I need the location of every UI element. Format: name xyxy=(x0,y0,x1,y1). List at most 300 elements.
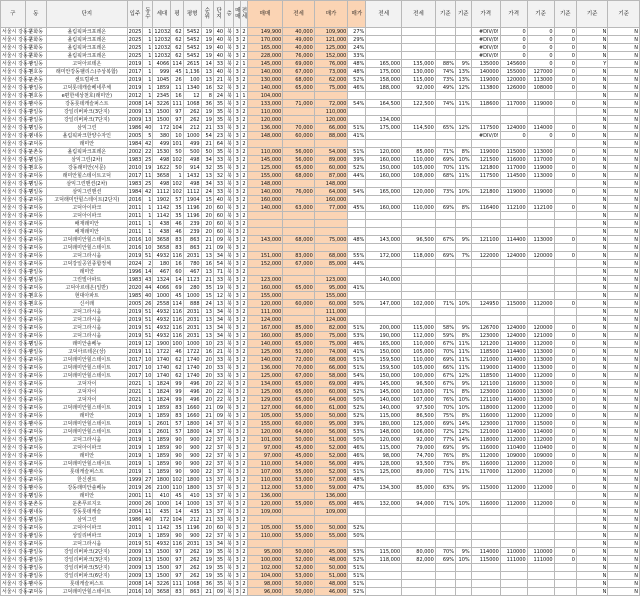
table-cell[interactable]: 2025 xyxy=(128,52,142,59)
table-cell[interactable]: 136,000 xyxy=(247,492,283,500)
table-cell[interactable]: 2005 xyxy=(128,132,142,139)
table-cell[interactable]: 26 xyxy=(143,484,153,492)
table-cell[interactable]: 121500 xyxy=(471,156,500,164)
table-cell[interactable]: 57 xyxy=(171,196,183,204)
table-cell[interactable]: 1 xyxy=(143,404,153,412)
table-cell[interactable]: 서울시 강동구 xyxy=(2,580,33,587)
table-cell[interactable]: 3 xyxy=(234,556,241,564)
table-cell[interactable] xyxy=(402,316,436,324)
table-cell[interactable]: 서울시 강동구 xyxy=(2,44,33,51)
table-cell[interactable]: 고덕동 xyxy=(25,260,46,268)
table-cell[interactable]: 19 xyxy=(201,36,213,44)
table-cell[interactable]: 상일리버파크 xyxy=(46,532,127,540)
column-header[interactable]: 기준 xyxy=(527,1,554,28)
table-cell[interactable]: 120,000 xyxy=(366,148,402,156)
table-cell[interactable]: 106,000 xyxy=(402,428,436,436)
table-cell[interactable]: 435 xyxy=(183,508,201,516)
table-cell[interactable]: 2025 xyxy=(128,36,142,43)
table-cell[interactable] xyxy=(348,268,366,276)
table-cell[interactable]: 북 xyxy=(225,244,234,252)
table-cell[interactable]: N xyxy=(576,172,607,180)
table-cell[interactable]: 140,000 xyxy=(247,356,283,364)
table-cell[interactable]: 서울시 강동구 xyxy=(2,460,33,467)
table-cell[interactable]: 0 xyxy=(554,44,576,52)
table-cell[interactable]: 24 xyxy=(213,92,224,100)
table-cell[interactable]: 0 xyxy=(554,28,576,36)
table-cell[interactable]: 1112 xyxy=(183,188,201,196)
table-cell[interactable]: 3 xyxy=(234,164,241,172)
table-cell[interactable]: 북 xyxy=(225,36,234,44)
table-cell[interactable]: 1859 xyxy=(153,444,171,452)
table-cell[interactable]: N xyxy=(608,388,640,396)
table-cell[interactable] xyxy=(435,44,455,52)
table-cell[interactable]: 1904 xyxy=(183,196,201,204)
table-cell[interactable]: 438 xyxy=(153,228,171,236)
table-cell[interactable]: 2012 xyxy=(128,92,142,99)
table-cell[interactable]: 22 xyxy=(213,396,224,404)
table-cell[interactable]: 13 xyxy=(201,476,213,484)
table-cell[interactable]: 롯데캐슬퍼스트 xyxy=(46,580,127,588)
table-cell[interactable]: 20 xyxy=(201,524,213,532)
table-cell[interactable]: 1800 xyxy=(183,420,201,428)
table-cell[interactable]: 42 xyxy=(143,140,153,148)
table-cell[interactable]: 467 xyxy=(153,268,171,276)
table-cell[interactable]: 46% xyxy=(348,452,366,460)
table-cell[interactable]: 148,000 xyxy=(314,180,348,188)
table-cell[interactable]: 83 xyxy=(171,588,183,596)
table-cell[interactable]: N xyxy=(608,404,640,412)
table-cell[interactable]: 114000 xyxy=(500,356,527,364)
table-cell[interactable]: 북 xyxy=(225,508,234,516)
table-cell[interactable]: N xyxy=(608,412,640,420)
table-cell[interactable]: 명일동 xyxy=(25,276,46,284)
table-cell[interactable]: 61,000 xyxy=(314,404,348,412)
table-cell[interactable] xyxy=(247,212,283,220)
table-cell[interactable]: 고덕동 xyxy=(25,204,46,212)
table-cell[interactable]: 3 xyxy=(234,500,241,508)
table-cell[interactable]: 3 xyxy=(234,300,241,308)
table-cell[interactable]: 112000 xyxy=(527,468,554,476)
table-cell[interactable]: 22 xyxy=(213,388,224,396)
table-cell[interactable]: 110,000 xyxy=(247,460,283,468)
table-cell[interactable] xyxy=(348,292,366,300)
table-cell[interactable]: 86,500 xyxy=(402,412,436,420)
table-cell[interactable] xyxy=(471,268,500,276)
table-cell[interactable]: 2017 xyxy=(128,364,142,371)
table-cell[interactable] xyxy=(402,92,436,100)
table-cell[interactable]: 2 xyxy=(240,452,247,460)
table-cell[interactable] xyxy=(455,492,471,500)
table-cell[interactable]: N xyxy=(576,412,607,420)
table-cell[interactable]: 배재래미안 xyxy=(46,228,127,236)
table-cell[interactable]: 3 xyxy=(234,564,241,572)
table-cell[interactable]: 112100 xyxy=(500,204,527,212)
table-cell[interactable] xyxy=(435,260,455,268)
table-cell[interactable]: 83 xyxy=(171,236,183,244)
table-cell[interactable]: 72,000 xyxy=(283,356,314,364)
table-cell[interactable]: 1800 xyxy=(183,484,201,492)
table-cell[interactable]: 116 xyxy=(172,308,182,315)
table-cell[interactable]: 19 xyxy=(201,116,213,124)
table-cell[interactable] xyxy=(402,508,436,516)
table-cell[interactable]: 2001 xyxy=(128,492,142,499)
table-cell[interactable]: 강일리버파크(5단지) xyxy=(46,564,127,572)
table-cell[interactable]: 499 xyxy=(183,140,201,148)
table-cell[interactable]: 32 xyxy=(213,172,224,180)
table-cell[interactable]: 암사동 xyxy=(25,420,46,428)
table-cell[interactable]: 114 xyxy=(172,300,182,307)
table-cell[interactable]: 22 xyxy=(201,468,213,476)
table-cell[interactable]: 102 xyxy=(172,188,182,195)
table-cell[interactable]: 20 xyxy=(201,212,213,220)
column-header[interactable]: 전세 xyxy=(283,1,314,28)
table-cell[interactable]: N xyxy=(608,356,640,364)
table-cell[interactable]: 145,000 xyxy=(247,156,283,164)
table-cell[interactable] xyxy=(471,116,500,124)
table-cell[interactable]: 114,500 xyxy=(402,124,436,132)
table-cell[interactable]: 46 xyxy=(171,220,183,228)
table-cell[interactable]: 500 xyxy=(183,148,201,156)
table-cell[interactable]: 35 xyxy=(213,572,224,580)
table-cell[interactable]: 09 xyxy=(213,588,224,596)
table-cell[interactable]: 20 xyxy=(201,388,213,396)
table-cell[interactable]: 46 xyxy=(171,348,183,356)
column-header[interactable]: 동수 xyxy=(143,1,153,28)
table-cell[interactable]: 2100 xyxy=(153,484,171,492)
table-cell[interactable]: N xyxy=(576,108,607,116)
table-cell[interactable] xyxy=(455,196,471,204)
table-cell[interactable]: 2 xyxy=(240,372,247,380)
table-cell[interactable]: 12% xyxy=(455,124,471,132)
table-cell[interactable]: 121100 xyxy=(471,236,500,244)
table-cell[interactable]: 65% xyxy=(435,124,455,132)
table-cell[interactable]: 54 xyxy=(213,260,224,268)
table-cell[interactable]: 1983 xyxy=(128,276,142,283)
table-cell[interactable]: 4932 xyxy=(153,324,171,332)
table-cell[interactable]: Y xyxy=(576,60,607,68)
table-cell[interactable]: N xyxy=(608,44,640,52)
table-cell[interactable] xyxy=(527,276,554,284)
table-cell[interactable]: N xyxy=(576,92,607,100)
table-cell[interactable]: 서울시 강동구 xyxy=(2,188,33,195)
table-cell[interactable]: N xyxy=(576,292,607,300)
table-cell[interactable]: 13 xyxy=(201,252,213,260)
table-cell[interactable]: 강일리버파크(3단지) xyxy=(46,108,127,116)
table-cell[interactable]: 서울시 강동구 xyxy=(2,180,33,187)
table-cell[interactable]: 0 xyxy=(554,60,576,68)
table-cell[interactable]: 10% xyxy=(455,404,471,412)
table-cell[interactable]: 북 xyxy=(225,220,234,228)
column-header[interactable]: 세대 xyxy=(153,1,171,28)
table-cell[interactable]: N xyxy=(608,516,640,524)
table-cell[interactable]: 8% xyxy=(455,204,471,212)
table-cell[interactable]: 고덕동 xyxy=(25,308,46,316)
table-cell[interactable]: N xyxy=(576,188,607,196)
table-cell[interactable] xyxy=(471,532,500,540)
table-cell[interactable]: 143,000 xyxy=(247,236,283,244)
table-cell[interactable] xyxy=(402,260,436,268)
table-cell[interactable]: 북 xyxy=(225,212,234,220)
table-cell[interactable]: 69% xyxy=(435,556,455,564)
table-cell[interactable]: 116000 xyxy=(500,156,527,164)
table-cell[interactable]: 52% xyxy=(348,588,366,596)
table-cell[interactable]: 118500 xyxy=(471,372,500,380)
table-cell[interactable]: N xyxy=(608,300,640,308)
table-cell[interactable]: 1983 xyxy=(128,156,142,163)
table-cell[interactable]: 124000 xyxy=(500,252,527,260)
table-cell[interactable] xyxy=(402,212,436,220)
table-cell[interactable] xyxy=(527,540,554,548)
table-cell[interactable] xyxy=(455,540,471,548)
table-cell[interactable]: 고덕래미안힐스테이트 xyxy=(46,372,127,380)
table-cell[interactable]: 10 xyxy=(143,244,153,252)
table-cell[interactable]: N xyxy=(576,444,607,452)
table-cell[interactable]: 467 xyxy=(183,268,201,276)
table-cell[interactable]: 성내동 xyxy=(25,132,46,140)
table-cell[interactable]: 2021 xyxy=(128,396,142,403)
table-cell[interactable]: 51,000 xyxy=(314,436,348,444)
table-cell[interactable]: 111,000 xyxy=(314,308,348,316)
table-cell[interactable]: 2031 xyxy=(183,324,201,332)
table-cell[interactable]: 고덕동 xyxy=(25,372,46,380)
table-cell[interactable] xyxy=(471,108,500,116)
table-cell[interactable]: N xyxy=(576,332,607,340)
table-cell[interactable]: 북 xyxy=(225,204,234,212)
table-cell[interactable]: 95,000 xyxy=(247,548,283,556)
table-cell[interactable]: 1 xyxy=(143,532,153,540)
table-cell[interactable]: 14 xyxy=(201,420,213,428)
table-cell[interactable]: 2 xyxy=(240,364,247,372)
table-cell[interactable]: N xyxy=(608,508,640,516)
table-cell[interactable] xyxy=(402,52,436,60)
table-cell[interactable]: 3 xyxy=(234,244,241,252)
table-cell[interactable]: 4932 xyxy=(153,252,171,260)
table-cell[interactable]: 고덕그라시움 xyxy=(46,308,127,316)
table-cell[interactable]: 69% xyxy=(435,252,455,260)
table-cell[interactable]: 5452 xyxy=(183,36,201,44)
table-cell[interactable] xyxy=(348,276,366,284)
table-cell[interactable]: 863 xyxy=(183,588,201,596)
table-cell[interactable]: 13 xyxy=(213,300,224,308)
table-cell[interactable]: 105,000 xyxy=(402,348,436,356)
table-cell[interactable] xyxy=(527,524,554,532)
table-cell[interactable]: N xyxy=(608,564,640,572)
table-cell[interactable]: 51% xyxy=(348,148,366,156)
table-cell[interactable]: 54% xyxy=(348,100,366,108)
table-cell[interactable]: N xyxy=(608,484,640,492)
table-cell[interactable]: N xyxy=(576,132,607,140)
table-cell[interactable]: 4932 xyxy=(153,332,171,340)
table-cell[interactable]: 99 xyxy=(171,380,183,388)
table-cell[interactable] xyxy=(283,540,314,548)
table-cell[interactable]: 북 xyxy=(225,68,234,76)
table-cell[interactable]: 109,900 xyxy=(314,28,348,36)
table-cell[interactable]: 1142 xyxy=(153,204,171,212)
table-cell[interactable]: 33 xyxy=(213,180,224,188)
table-cell[interactable] xyxy=(500,580,527,588)
table-cell[interactable]: 85,000 xyxy=(283,324,314,332)
table-cell[interactable] xyxy=(314,220,348,228)
table-cell[interactable]: 152,000 xyxy=(247,260,283,268)
table-cell[interactable]: 1000 xyxy=(153,292,171,300)
table-cell[interactable]: 10% xyxy=(455,156,471,164)
table-cell[interactable]: 49% xyxy=(348,380,366,388)
table-cell[interactable]: 2011 xyxy=(128,204,142,211)
table-cell[interactable]: 116000 xyxy=(471,500,500,508)
table-cell[interactable] xyxy=(435,228,455,236)
table-cell[interactable]: N xyxy=(608,316,640,324)
table-cell[interactable]: 117500 xyxy=(471,172,500,180)
table-cell[interactable]: 고덕그라시움 xyxy=(46,324,127,332)
table-cell[interactable]: 23 xyxy=(213,340,224,348)
table-cell[interactable]: 13 xyxy=(201,508,213,516)
table-cell[interactable] xyxy=(500,572,527,580)
table-cell[interactable]: 101 xyxy=(172,140,182,147)
table-cell[interactable]: 76,000 xyxy=(314,60,348,68)
table-cell[interactable]: N xyxy=(576,548,607,556)
table-cell[interactable]: 128,000 xyxy=(366,460,402,468)
table-cell[interactable]: 2019 xyxy=(128,532,142,539)
table-cell[interactable]: 2 xyxy=(240,252,247,260)
table-cell[interactable]: 110,000 xyxy=(247,148,283,156)
table-cell[interactable]: 239 xyxy=(183,228,201,236)
table-cell[interactable]: 69% xyxy=(435,356,455,364)
table-cell[interactable]: 1800 xyxy=(183,476,201,484)
table-cell[interactable]: 고덕동 xyxy=(25,252,46,260)
table-cell[interactable]: 98,000 xyxy=(366,452,402,460)
table-cell[interactable]: 북 xyxy=(225,84,234,92)
table-cell[interactable]: 14 xyxy=(171,500,183,508)
table-cell[interactable]: 그린빌아파트 xyxy=(46,276,127,284)
table-cell[interactable]: 64,000 xyxy=(314,188,348,196)
table-cell[interactable]: 190,000 xyxy=(366,332,402,340)
table-cell[interactable]: 102 xyxy=(172,476,182,483)
table-cell[interactable]: 2 xyxy=(240,228,247,236)
table-cell[interactable]: 래미안힐스테이트고덕 xyxy=(46,172,127,180)
table-cell[interactable]: 46,000 xyxy=(314,588,348,596)
table-cell[interactable]: 50,000 xyxy=(283,588,314,596)
table-cell[interactable]: 2 xyxy=(240,196,247,204)
table-cell[interactable]: N xyxy=(608,284,640,292)
table-cell[interactable]: 124000 xyxy=(500,332,527,340)
table-cell[interactable]: 87,000 xyxy=(314,172,348,180)
table-cell[interactable]: N xyxy=(576,420,607,428)
table-cell[interactable]: 2011 xyxy=(128,212,142,219)
table-cell[interactable]: 40 xyxy=(213,36,224,44)
table-cell[interactable]: 53,000 xyxy=(283,572,314,580)
table-cell[interactable] xyxy=(455,476,471,484)
table-cell[interactable]: 99 xyxy=(171,388,183,396)
table-cell[interactable] xyxy=(455,180,471,188)
table-cell[interactable]: 2 xyxy=(240,100,247,108)
table-cell[interactable]: 121000 xyxy=(527,332,554,340)
table-cell[interactable]: N xyxy=(608,540,640,548)
table-cell[interactable]: N xyxy=(576,156,607,164)
table-cell[interactable]: 13 xyxy=(201,68,213,76)
table-cell[interactable] xyxy=(527,220,554,228)
table-cell[interactable]: 올림픽파크포레온 xyxy=(46,28,127,36)
table-cell[interactable]: 1324 xyxy=(153,276,171,284)
table-cell[interactable] xyxy=(500,532,527,540)
table-cell[interactable]: N xyxy=(576,244,607,252)
table-cell[interactable] xyxy=(366,316,402,324)
table-cell[interactable]: 82,000 xyxy=(314,324,348,332)
table-cell[interactable] xyxy=(366,572,402,580)
table-cell[interactable]: 16 xyxy=(201,348,213,356)
table-cell[interactable]: 고덕그라시움 xyxy=(46,540,127,548)
table-cell[interactable] xyxy=(455,52,471,60)
table-cell[interactable] xyxy=(348,92,366,100)
table-cell[interactable]: 0 xyxy=(554,484,576,492)
table-cell[interactable]: 암사동 xyxy=(25,484,46,492)
table-cell[interactable]: 1859 xyxy=(153,436,171,444)
table-cell[interactable] xyxy=(283,108,314,116)
table-cell[interactable]: 2011 xyxy=(128,220,142,227)
table-cell[interactable]: 북 xyxy=(225,276,234,284)
table-cell[interactable]: 북 xyxy=(225,412,234,420)
table-cell[interactable]: 68,000 xyxy=(314,356,348,364)
table-cell[interactable]: 래미안 xyxy=(46,268,127,276)
table-cell[interactable]: 1432 xyxy=(183,172,201,180)
table-cell[interactable]: 102 xyxy=(172,156,182,163)
table-cell[interactable]: 41% xyxy=(348,284,366,292)
table-cell[interactable]: N xyxy=(576,556,607,564)
table-cell[interactable]: 33 xyxy=(213,516,224,524)
table-cell[interactable]: 2019 xyxy=(128,60,142,67)
table-cell[interactable]: 11 xyxy=(143,492,153,500)
table-cell[interactable]: 124000 xyxy=(500,124,527,132)
table-cell[interactable]: 1 xyxy=(143,196,153,204)
table-cell[interactable]: 3 xyxy=(234,220,241,228)
table-cell[interactable]: 83,000 xyxy=(283,252,314,260)
table-cell[interactable] xyxy=(527,572,554,580)
table-cell[interactable] xyxy=(500,220,527,228)
table-cell[interactable]: 4066 xyxy=(153,60,171,68)
table-cell[interactable]: 서울시 강동구 xyxy=(2,356,33,363)
table-cell[interactable]: 북 xyxy=(225,180,234,188)
table-cell[interactable]: 2 xyxy=(240,588,247,596)
table-cell[interactable]: 136,000 xyxy=(247,364,283,372)
table-cell[interactable]: 900 xyxy=(183,460,201,468)
table-cell[interactable]: 49,000 xyxy=(283,36,314,44)
table-cell[interactable]: 120000 xyxy=(527,252,554,260)
table-cell[interactable]: 3 xyxy=(234,252,241,260)
table-cell[interactable]: 북 xyxy=(225,516,234,524)
table-cell[interactable]: 3 xyxy=(234,420,241,428)
table-cell[interactable] xyxy=(471,244,500,252)
table-cell[interactable]: 서울시 강동구 xyxy=(2,84,33,91)
table-cell[interactable]: 2 xyxy=(240,572,247,580)
column-header[interactable]: 순위 xyxy=(201,1,213,28)
table-cell[interactable]: 북 xyxy=(225,140,234,148)
table-cell[interactable]: 155,000 xyxy=(247,420,283,428)
table-cell[interactable]: 95,000 xyxy=(314,284,348,292)
table-cell[interactable]: 1500 xyxy=(153,556,171,564)
table-cell[interactable]: 19 xyxy=(201,556,213,564)
table-cell[interactable]: 115,000 xyxy=(402,324,436,332)
table-cell[interactable]: 37 xyxy=(213,492,224,500)
table-cell[interactable]: N xyxy=(608,276,640,284)
table-cell[interactable]: 1142 xyxy=(153,212,171,220)
table-cell[interactable]: 172 xyxy=(153,124,171,132)
table-cell[interactable] xyxy=(455,228,471,236)
table-cell[interactable]: 2011 xyxy=(128,228,142,235)
table-cell[interactable]: 888 xyxy=(183,300,201,308)
table-cell[interactable]: 0 xyxy=(554,188,576,196)
table-cell[interactable]: N xyxy=(608,252,640,260)
table-cell[interactable]: N xyxy=(608,452,640,460)
table-cell[interactable]: 12032 xyxy=(154,28,171,35)
